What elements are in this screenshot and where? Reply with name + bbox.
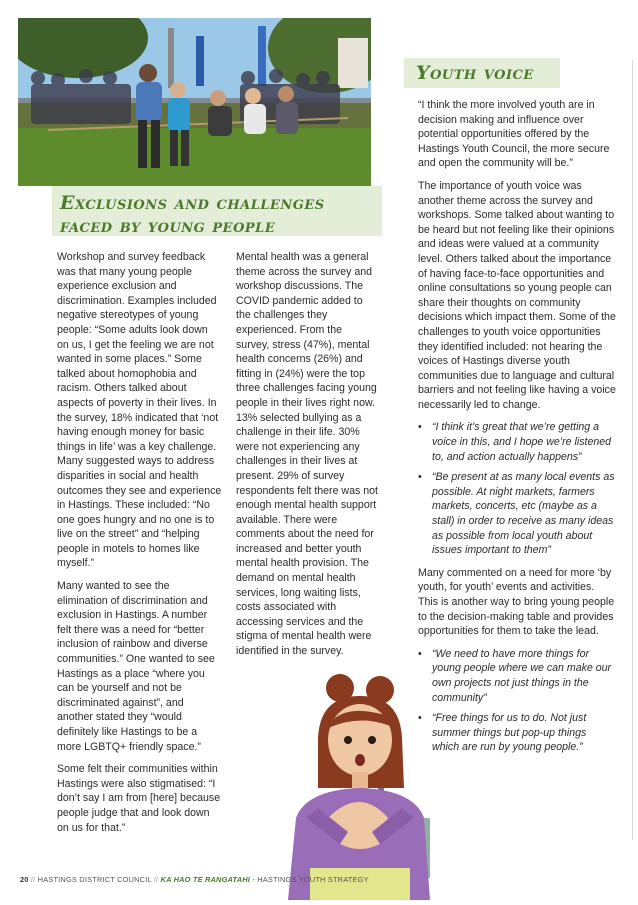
- page-number: 20: [20, 875, 29, 884]
- col3-paragraph-2: Many commented on a need for more ‘by youth, for youth’ events and activities. This is another way to bring young people to the decision-making table and provides opportunities for them to take the lead.: [418, 566, 615, 638]
- footer-org: HASTINGS DISTRICT COUNCIL: [37, 875, 152, 884]
- list-item: • “Free things for us to do. Not just summer things but pop-up things which are run by young people.”: [430, 711, 616, 755]
- girl-illustration: [248, 668, 430, 900]
- list-item: • “I think it’s great that we’re getting a voice in this, and I hope we’re listened to, and action actually happens”: [430, 420, 616, 464]
- footer-maori-title: KA HAO TE RANGATAHI: [160, 875, 251, 884]
- column-middle: [236, 250, 378, 667]
- quote-list-2: [418, 647, 616, 755]
- youth-voice-quote: “I think the more involved youth are in decision making and influence over potential opportunities offered by the Hastings Youth Council, the more secure and open the community will be.”: [418, 99, 610, 170]
- col3-paragraph-1: The importance of youth voice was another theme across the survey and workshops. Some talked about wanting to be heard but not feeling like their opinions and ideas were valued at a community level. Others talked about the importance of having face-to-face opportunities and online consultations so young people can share their thoughts on community decisions which impact them. Some of the challenges to youth voice opportunities they identified included: not hearing the voices of Hastings diverse youth communities due to language and cultural barriers and not feeling like having a voice necessarily led to change.: [418, 179, 616, 411]
- youth-voice-heading-banner: [404, 58, 560, 88]
- girl-illustration-art: [248, 668, 430, 900]
- tug-of-war-photo: [18, 18, 371, 186]
- col1-paragraph-2: Many wanted to see the elimination of discrimination and exclusion in Hastings. A number felt there was a need for “better inclusion of rainbow and diverse communities.” One wanted to see Hastings as a place “where you can be yourself and not be discriminated against”, and another stated they “would definitely like Hastings to be a more LGBTQ+ friendly space.”: [57, 580, 215, 753]
- col2-paragraph-1: Mental health was a general theme across the survey and workshop discussions. The COVID pandemic added to the challenges they experienced. From the survey, stress (47%), mental health concerns (26%) and fitting in (24%) were the top three challenges facing young people in their lives right now. 13% selected bullying as a challenge in their life. 30% were not experiencing any challenges in their lives at present. 29% of survey respondents felt there was not enough mental health support available. There were comments about the need for increased and better youth mental health provision. The demand on mental health services, long waiting lists, costs associated with accessing services and the stigma of mental health were identified in the survey.: [236, 251, 378, 658]
- tug-of-war-photo-illustration: [18, 18, 371, 186]
- column-left: [57, 250, 222, 843]
- page-edge-divider: [632, 60, 633, 840]
- col1-paragraph-3: Some felt their communities within Hastings were also stigmatised: “I don’t say I am from [here] because people judge that and look down on us for that.”: [57, 763, 221, 834]
- footer-separator: //: [153, 875, 159, 884]
- column-right: [418, 98, 616, 763]
- list-item: • “Be present at as many local events as possible. At night markets, farmers markets, concerts, etc (maybe as a stall) in order to receive as many ideas as possible from local youth about issues important to them”: [430, 470, 616, 558]
- page-footer: [20, 875, 369, 884]
- col1-paragraph-1: Workshop and survey feedback was that many young people experience exclusion and discrimination. Examples included negative stereotypes of young people: “Some adults look down on us, I get the feeling we are not wanted in some places.” Some talked about homophobia and racism. Others talked about aspects of poverty in their lives. In the survey, 18% indicated that ‘not having enough money for basic things in life’ was a key challenge. Many suggested ways to address disparities in social and health outcomes they see and experience in Hastings. These included: “No one goes hungry and no one is to live on the street” and “helping people in motels to homes like myself.”: [57, 251, 222, 570]
- quote-list-1: [418, 420, 616, 557]
- youth-voice-heading: Youth voice: [416, 62, 534, 84]
- footer-separator: //: [30, 875, 36, 884]
- exclusions-heading: Exclusions and challenges faced by young people: [60, 192, 325, 237]
- exclusions-heading-banner: [52, 186, 382, 236]
- footer-strategy: - HASTINGS YOUTH STRATEGY: [252, 875, 369, 884]
- list-item: • “We need to have more things for young people where we can make our own projects not just things in the community”: [430, 647, 616, 705]
